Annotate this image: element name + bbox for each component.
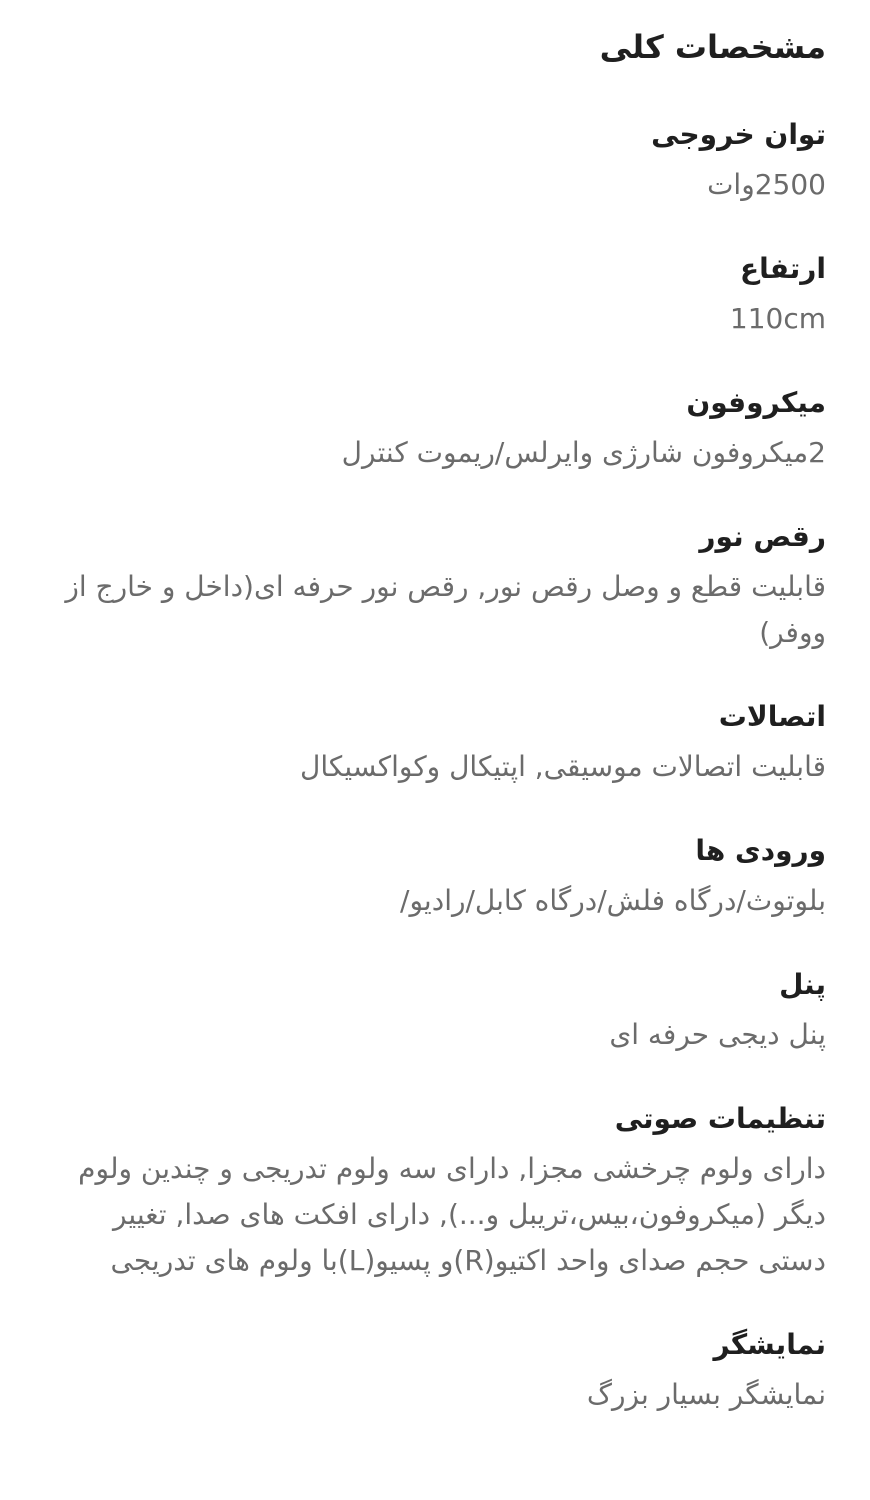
spec-value: نمایشگر بسیار بزرگ (586, 1378, 826, 1411)
spec-height (44, 246, 826, 342)
spec-label: ارتفاع (739, 252, 826, 285)
spec-inputs (44, 828, 826, 924)
page-title: مشخصات کلی (599, 28, 826, 66)
spec-display (44, 1322, 826, 1418)
spec-connections (44, 694, 826, 790)
spec-output-power (44, 112, 826, 208)
spec-value: پنل دیجی حرفه ای (609, 1018, 826, 1051)
spec-label: پنل (779, 968, 826, 1001)
spec-panel (44, 962, 826, 1058)
spec-value: 110cm (729, 302, 826, 335)
spec-value: قابلیت اتصالات موسیقی, اپتیکال وکواکسیکال (299, 750, 826, 783)
spec-value: 2میکروفون شارژی وایرلس/ریموت کنترل (341, 436, 826, 469)
spec-label: ورودی ها (695, 834, 826, 867)
spec-value: دارای ولوم چرخشی مجزا, دارای سه ولوم تدریجی و چندین ولوم دیگر (میکروفون،بیس،تریبل و...), دارای افکت های صدا, تغییر دستی حجم صدای واحد اکتیو(R)و پسیو(L)با ولوم های تدریجی (78, 1152, 826, 1277)
spec-label: میکروفون (686, 386, 826, 419)
spec-value: قابلیت قطع و وصل رقص نور, رقص نور حرفه ای(داخل و خارج از ووفر) (65, 570, 826, 649)
spec-label: نمایشگر (713, 1328, 826, 1361)
spec-light-show (44, 514, 826, 656)
spec-label: تنظیمات صوتی (614, 1102, 826, 1135)
spec-audio-settings (44, 1096, 826, 1284)
spec-value: 2500وات (707, 168, 826, 201)
spec-value: بلوتوث/درگاه فلش/درگاه کابل/رادیو/ (400, 884, 826, 917)
spec-label: اتصالات (718, 700, 826, 733)
spec-label: توان خروجی (651, 118, 826, 151)
spec-microphone (44, 380, 826, 476)
spec-label: رقص نور (699, 520, 826, 553)
